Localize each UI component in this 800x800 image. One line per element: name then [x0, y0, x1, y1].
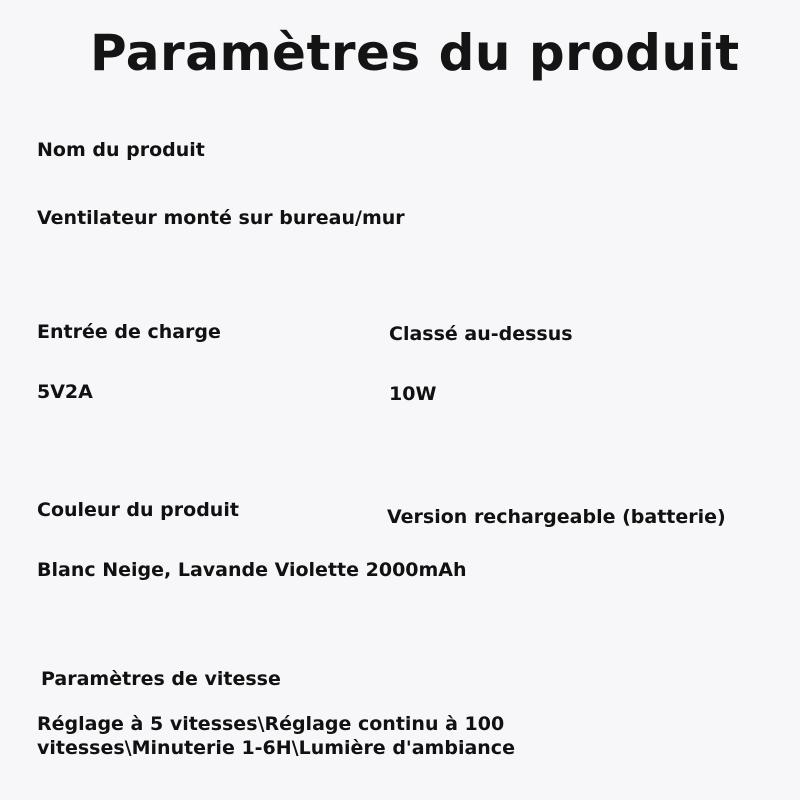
- rechargeable-version-label: Version rechargeable (batterie): [387, 506, 726, 528]
- product-color-label: Couleur du produit: [37, 499, 239, 521]
- charge-input-label: Entrée de charge: [37, 321, 221, 343]
- speed-settings-value: Réglage à 5 vitesses\Réglage continu à 100 vitesses\Minuterie 1-6H\Lumière d'ambiance: [37, 713, 515, 759]
- page-title: Paramètres du produit: [90, 24, 740, 82]
- product-color-value: Blanc Neige, Lavande Violette: [37, 559, 359, 581]
- rated-power-label: Classé au-dessus: [389, 323, 573, 345]
- battery-capacity-value: 2000mAh: [365, 559, 467, 581]
- color-and-battery-row: [37, 559, 467, 581]
- rated-power-value: 10W: [389, 383, 437, 405]
- speed-settings-label: Paramètres de vitesse: [41, 668, 281, 690]
- charge-input-value: 5V2A: [37, 381, 93, 403]
- product-name-label: Nom du produit: [37, 139, 205, 161]
- product-name-value: Ventilateur monté sur bureau/mur: [37, 207, 405, 229]
